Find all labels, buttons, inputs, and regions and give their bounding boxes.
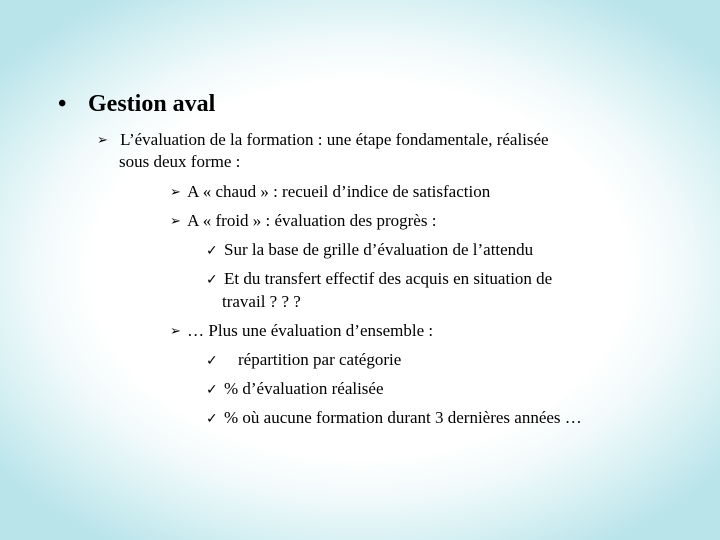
- slide-title: Gestion aval: [88, 91, 216, 117]
- arrow-bullet-icon: ➢: [170, 185, 181, 200]
- list-item-evaluation: [97, 130, 549, 151]
- list-item-text: … Plus une évaluation d’ensemble :: [187, 321, 434, 340]
- list-item-froid: [170, 211, 436, 232]
- list-item-text: A « chaud » : recueil d’indice de satisfaction: [187, 182, 491, 201]
- list-item-text: Et du transfert effectif des acquis en situation de: [223, 269, 553, 288]
- list-item-text: L’évaluation de la formation : une étape fondamentale, réalisée: [120, 130, 549, 149]
- checkmark-bullet-icon: ✓: [206, 411, 218, 427]
- arrow-bullet-icon: ➢: [97, 133, 108, 148]
- checkmark-bullet-icon: ✓: [206, 272, 218, 288]
- list-item-chaud: [170, 182, 490, 203]
- list-item-continuation: sous deux forme :: [119, 152, 241, 171]
- list-item-text: Sur la base de grille d’évaluation de l’attendu: [223, 240, 534, 259]
- list-item-text: % d’évaluation réalisée: [223, 379, 384, 398]
- list-item-text: répartition par catégorie: [237, 350, 402, 369]
- title-bullet: •: [58, 91, 67, 117]
- list-item-repartition: [206, 350, 401, 371]
- list-item-ensemble: [170, 321, 433, 342]
- list-item-text: % où aucune formation durant 3 dernières années …: [223, 408, 582, 427]
- arrow-bullet-icon: ➢: [170, 214, 181, 229]
- list-item-text: A « froid » : évaluation des progrès :: [187, 211, 437, 230]
- list-item-pct-realisee: [206, 379, 384, 400]
- checkmark-bullet-icon: ✓: [206, 243, 218, 259]
- checkmark-bullet-icon: ✓: [206, 353, 218, 369]
- list-item-pct-aucune: [206, 408, 582, 429]
- list-item-transfert: [206, 269, 552, 290]
- checkmark-bullet-icon: ✓: [206, 382, 218, 398]
- arrow-bullet-icon: ➢: [170, 324, 181, 339]
- list-item-grille: [206, 240, 533, 261]
- list-item-continuation: travail ? ? ?: [222, 292, 301, 311]
